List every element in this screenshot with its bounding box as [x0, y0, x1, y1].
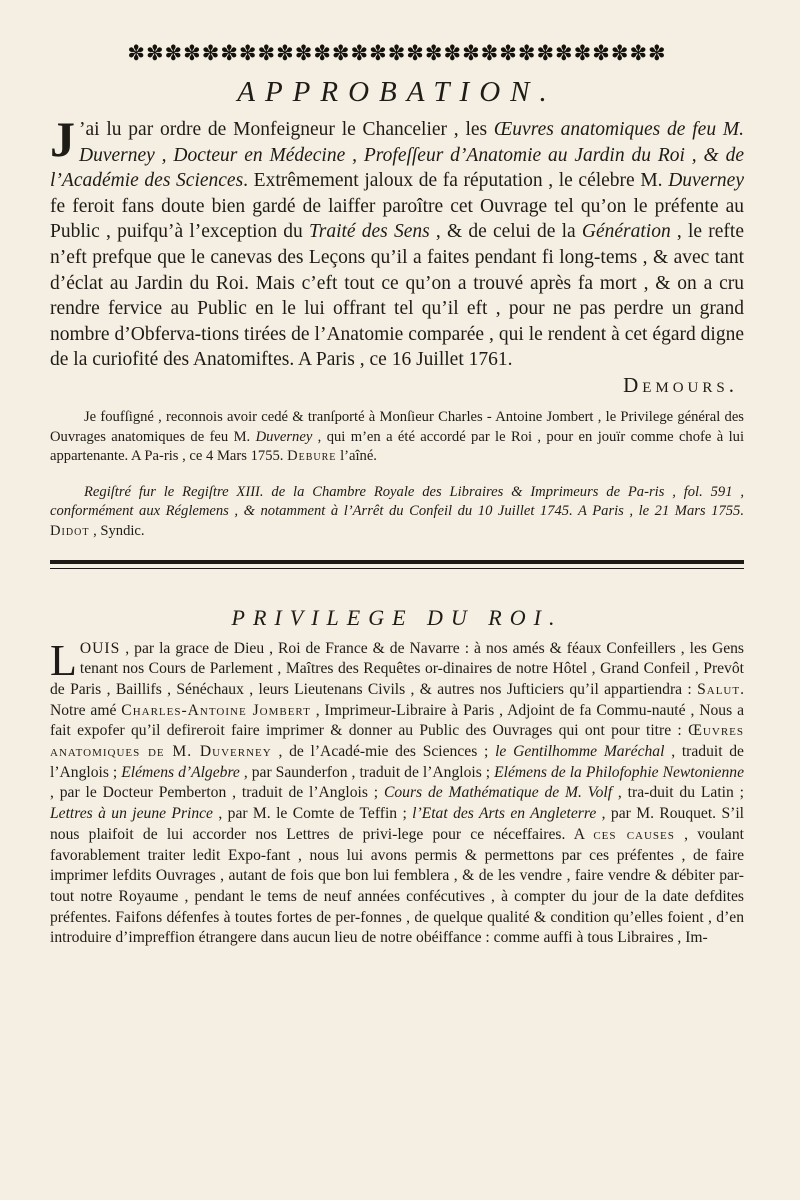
drop-cap-l: L [50, 635, 77, 685]
publisher-name: Charles-Antoine Jombert [121, 701, 311, 719]
privilege-text: LOUIS , par la grace de Dieu , Roi de France & de Navarre : à nos amés & féaux Confeillers , les Gens tenant nos Cours de Parlement , Maîtres des Requêtes or-dinaires de notre Hôtel , Grand Confeil , Prevôt de Paris , Baillifs , Sénéchaux , leurs Lieutenans Civils , & autres nos Jufticiers qu’il appartiendra : Salut. Notre amé Charles-Antoine Jombert , Imprimeur-Libraire à Paris , Adjoint de fa Commu-nauté , Nous a fait expofer qu’il defireroit faire imprimer & donner au Public des Ouvrages qui ont pour titre : Œuvres anatomiques de M. Duverney , de l’Acadé-mie des Sciences ; le Gentilhomme Maréchal , traduit de l’Anglois ; Elémens d’Algebre , par Saunderfon , traduit de l’Anglois ; Elémens de la Philofophie Newtonienne , par le Docteur Pemberton , traduit de l’Anglois ; Cours de Mathématique de M. Volf , tra-duit du Latin ; Lettres à un jeune Prince , par M. le Comte de Teffin ; l’Etat des Arts en Angleterre , par M. Rouquet. S’il nous plaifoit de lui accorder nos Lettres de privi-lege pour ce néceffaires. A ces causes , voulant favorablement traiter ledit Expo-fant , nous lui avons permis & permettons par ces préfentes , de faire imprimer lefdits Ouvrages , autant de fois que bon lui femblera , & de les vendre , faire vendre & débiter par-tout notre Royaume , pendant le tems de neuf années confécutives , à compter du jour de la date defdites préfentes. Faifons défenfes à toutes fortes de per-fonnes , de quelque qualité & condition qu’elles foient , d’en introduire d’impreffion étrangere dans aucun lieu de notre obéiffance : comme auffi à tous Libraires , Im- [50, 635, 744, 947]
cession-text: Je foufſigné , reconnois avoir cedé & tranſporté à Monſieur Charles - Antoine Jombert , le Privilege général des Ouvrages anatomiques de feu M. Duverney , qui m’en a été accordé par le Roi , pour en jouïr comme chofe à lui appartenante. A Pa-ris , ce 4 Mars 1755. Debure l’aîné. [50, 408, 744, 465]
registre-signer: Didot [50, 522, 90, 539]
signature-demours: Demours. [623, 372, 738, 397]
cession-signer: Debure [287, 448, 337, 465]
registre-text: Regiſtré fur le Regiſtre XIII. de la Chambre Royale des Libraires & Imprimeurs de Pa-ris , fol. 591 , conformément aux Réglemens , & notamment à l’Arrêt du Confeil du 10 Juillet 1745. A Paris , le 21 Mars 1755. Didot , Syndic. [50, 483, 744, 539]
divider-thin [50, 568, 744, 569]
divider-thick [50, 560, 744, 564]
cession-author: Duverney [255, 428, 313, 445]
privilege-title: PRIVILEGE DU ROI. [231, 604, 563, 630]
works-title: Œuvres anatomiques de feu M. Duverney , Docteur en Médecine , Profeſſeur d’Anatomie au Jardin du Roi , & de l’Académie des Sciences [50, 119, 744, 192]
drop-cap: J [50, 111, 75, 167]
ornament-border: ✽✽✽✽✽✽✽✽✽✽✽✽✽✽✽✽✽✽✽✽✽✽✽✽✽✽✽✽✽ [127, 41, 667, 65]
author-name: Duverney [668, 170, 744, 192]
approbation-title: APPROBATION. [237, 76, 557, 108]
approbation-text: J ’ai lu par ordre de Monfeigneur le Chancelier , les Œuvres anatomiques de feu M. Duverney , Docteur en Médecine , Profeſſeur d’Anatomie au Jardin du Roi , & de l’Académie des Sciences. Extrêmement jaloux de fa réputation , le célebre M. Duverney fe feroit fans doute bien gardé de laiffer paroître cet Ouvrage tel qu’on le préfente au Public , puifqu’à l’exception du Traité des Sens , & de celui de la Génération , le refte n’eft prefque que le canevas des Leçons qu’il a faites pendant fi long-tems , & avec tant d’éclat au Jardin du Roi. Mais c’eft tout ce qu’on a trouvé après fa mort , & on a cru rendre fervice au Public en le lui offrant tel qu’il eft , pour ne pas perdre un grand nombre d’Obferva-tions tirées de l’Anatomie comparée , qui le rendent à cet égard digne de la curiofité des Anatomiftes. A Paris , ce 16 Juillet 1761. [50, 111, 744, 371]
traite-title: Traité des Sens [308, 221, 430, 243]
generation-title: Génération [581, 221, 671, 243]
